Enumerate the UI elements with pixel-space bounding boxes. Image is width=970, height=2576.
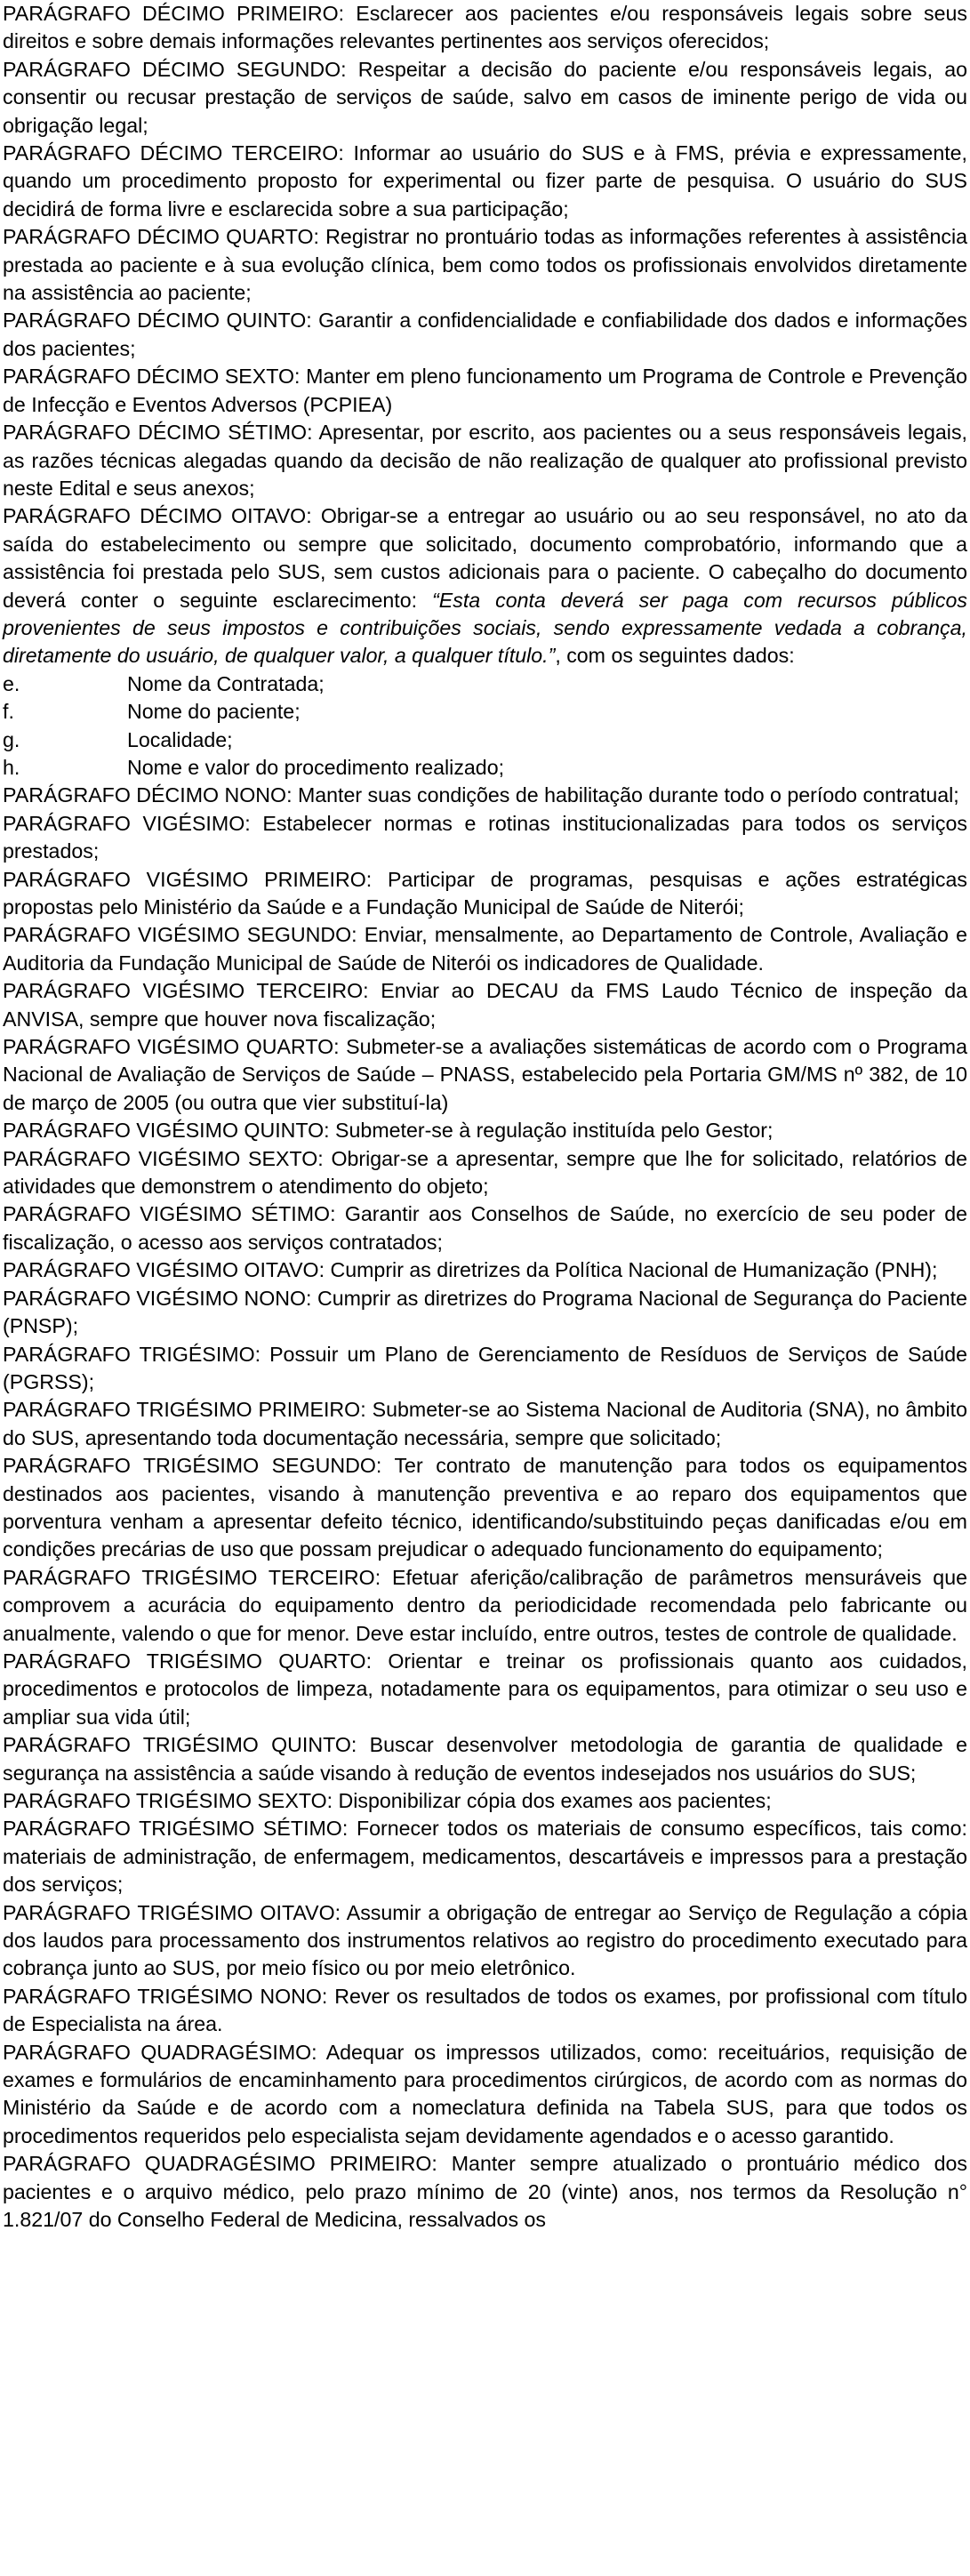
paragraph-11: PARÁGRAFO DÉCIMO PRIMEIRO: Esclarecer aos pacientes e/ou responsáveis legais sobre seus direitos e sobre demais informações relevantes pertinentes aos serviços oferecidos; <box>3 2 967 53</box>
paragraph-31: PARÁGRAFO TRIGÉSIMO PRIMEIRO: Submeter-se ao Sistema Nacional de Auditoria (SNA), no âmbito do SUS, apresentando toda documentação necessária, sempre que solicitado; <box>3 1398 967 1449</box>
paragraph-30: PARÁGRAFO TRIGÉSIMO: Possuir um Plano de Gerenciamento de Resíduos de Serviços de Saúde (PGRSS); <box>3 1342 967 1393</box>
list-text: Nome da Contratada; <box>127 671 325 695</box>
paragraph-14: PARÁGRAFO DÉCIMO QUARTO: Registrar no prontuário todas as informações referentes à assistência prestada ao paciente e à sua evolução clínica, bem como todos os profissionais envolvidos diretamente na assistência ao paciente; <box>3 225 967 305</box>
paragraph-41: PARÁGRAFO QUADRAGÉSIMO PRIMEIRO: Manter sempre atualizado o prontuário médico dos pacientes e o arquivo médico, pelo prazo mínimo de 20 (vinte) anos, nos termos da Resolução n° 1.821/07 do Conselho Federal de Medicina, ressalvados os <box>3 2152 967 2232</box>
paragraph-26: PARÁGRAFO VIGÉSIMO SEXTO: Obrigar-se a apresentar, sempre que lhe for solicitado, relatórios de atividades que demonstrem o atendimento do objeto; <box>3 1146 967 1199</box>
paragraph-18 <box>3 502 967 670</box>
paragraph-29: PARÁGRAFO VIGÉSIMO NONO: Cumprir as diretrizes do Programa Nacional de Segurança do Paciente (PNSP); <box>3 1286 967 1338</box>
paragraph-40: PARÁGRAFO QUADRAGÉSIMO: Adequar os impressos utilizados, como: receituários, requisição de exames e formulários de encaminhamento para procedimentos cirúrgicos, de acordo com as normas do Ministério da Saúde e de acordo com a nomeclatura definida na Tabela SUS, para que todos os procedimentos requeridos pelo especialista sejam devidamente agendados e o acesso garantido. <box>3 2040 967 2147</box>
list-letter: g. <box>3 727 20 751</box>
paragraph-16: PARÁGRAFO DÉCIMO SEXTO: Manter em pleno funcionamento um Programa de Controle e Prevenção de Infecção e Eventos Adversos (PCPIEA) <box>3 365 967 416</box>
paragraph-33: PARÁGRAFO TRIGÉSIMO TERCEIRO: Efetuar aferição/calibração de parâmetros mensuráveis que comprovem a acurácia do equipamento dentro da periodicidade recomendada pelo fabricante ou anualmente, valendo o que for menor. Deve estar incluído, entre outros, testes de controle de qualidade. <box>3 1565 967 1645</box>
paragraph-36: PARÁGRAFO TRIGÉSIMO SEXTO: Disponibilizar cópia dos exames aos pacientes; <box>3 1789 772 1812</box>
paragraph-27: PARÁGRAFO VIGÉSIMO SÉTIMO: Garantir aos Conselhos de Saúde, no exercício de seu poder de fiscalização, o acesso aos serviços contratados; <box>3 1202 967 1254</box>
paragraph-18-text: PARÁGRAFO DÉCIMO OITAVO: Obrigar-se a entregar ao usuário ou ao seu responsável, no ato da saída do estabelecimento ou sempre que solicitado, documento comprobatório, informando que a assistência foi prestada pelo SUS, sem custos adicionais para o paciente. O cabeçalho do documento deverá conter o seguinte esclarecimento: <box>3 504 967 612</box>
list-item <box>3 698 967 726</box>
paragraph-25: PARÁGRAFO VIGÉSIMO QUINTO: Submeter-se à regulação instituída pelo Gestor; <box>3 1119 774 1143</box>
list-item <box>3 670 967 698</box>
list-letter: f. <box>3 700 14 724</box>
list-text: Nome do paciente; <box>127 700 301 724</box>
paragraph-21: PARÁGRAFO VIGÉSIMO PRIMEIRO: Participar de programas, pesquisas e ações estratégicas propostas pelo Ministério da Saúde e a Fundação Municipal de Saúde de Niterói; <box>3 867 967 919</box>
list-text: Nome e valor do procedimento realizado; <box>127 755 505 779</box>
paragraph-22: PARÁGRAFO VIGÉSIMO SEGUNDO: Enviar, mensalmente, ao Departamento de Controle, Avaliação e Auditoria da Fundação Municipal de Saúde de Niterói os indicadores de Qualidade. <box>3 923 967 975</box>
paragraph-15: PARÁGRAFO DÉCIMO QUINTO: Garantir a confidencialidade e confiabilidade dos dados e informações dos pacientes; <box>3 309 967 360</box>
list-item <box>3 754 967 782</box>
paragraph-17: PARÁGRAFO DÉCIMO SÉTIMO: Apresentar, por escrito, aos pacientes ou a seus responsáveis legais, as razões técnicas alegadas quando da decisão de não realização de qualquer ato profissional previsto neste Edital e seus anexos; <box>3 421 967 500</box>
paragraph-18-tail: , com os seguintes dados: <box>555 644 795 668</box>
list-text: Localidade; <box>127 727 233 751</box>
paragraph-23: PARÁGRAFO VIGÉSIMO TERCEIRO: Enviar ao DECAU da FMS Laudo Técnico de inspeção da ANVISA, sempre que houver nova fiscalização; <box>3 979 967 1031</box>
paragraph-24: PARÁGRAFO VIGÉSIMO QUARTO: Submeter-se a avaliações sistemáticas de acordo com o Programa Nacional de Avaliação de Serviços de Saúde – PNASS, estabelecido pela Portaria GM/MS nº 382, de 10 de março de 2005 (ou outra que vier substituí-la) <box>3 1035 967 1114</box>
paragraph-34: PARÁGRAFO TRIGÉSIMO QUARTO: Orientar e treinar os profissionais quanto aos cuidados, procedimentos e protocolos de limpeza, notadamente para os equipamentos, para otimizar o seu uso e ampliar sua vida útil; <box>3 1649 967 1729</box>
paragraph-38: PARÁGRAFO TRIGÉSIMO OITAVO: Assumir a obrigação de entregar ao Serviço de Regulação a cópia dos laudos para processamento dos instrumentos relativos ao registro do procedimento executado para cobrança junto ao SUS, por meio físico ou por meio eletrônico. <box>3 1900 967 1980</box>
paragraph-13: PARÁGRAFO DÉCIMO TERCEIRO: Informar ao usuário do SUS e à FMS, prévia e expressamente, quando um procedimento proposto for experimental ou fizer parte de pesquisa. O usuário do SUS decidirá de forma livre e esclarecida sobre a sua participação; <box>3 141 967 221</box>
list-letter: h. <box>3 755 20 779</box>
paragraph-12: PARÁGRAFO DÉCIMO SEGUNDO: Respeitar a decisão do paciente e/ou responsáveis legais, ao consentir ou recusar prestação de serviços de saúde, salvo em casos de iminente perigo de vida ou obrigação legal; <box>3 57 967 137</box>
paragraph-20: PARÁGRAFO VIGÉSIMO: Estabelecer normas e rotinas institucionalizadas para todos os serviços prestados; <box>3 811 967 863</box>
list-item <box>3 726 967 754</box>
paragraph-18-quote: “Esta conta deverá ser paga com recursos públicos provenientes de seus impostos e contribuições sociais, sendo expressamente vedada a cobrança, diretamente do usuário, de qualquer valor, a qualquer título.” <box>3 588 967 668</box>
paragraph-28: PARÁGRAFO VIGÉSIMO OITAVO: Cumprir as diretrizes da Política Nacional de Humanização (PNH); <box>3 1258 938 1282</box>
paragraph-35: PARÁGRAFO TRIGÉSIMO QUINTO: Buscar desenvolver metodologia de garantia de qualidade e segurança na assistência a saúde visando à redução de eventos indesejados nos usuários do SUS; <box>3 1733 967 1785</box>
paragraph-39: PARÁGRAFO TRIGÉSIMO NONO: Rever os resultados de todos os exames, por profissional com título de Especialista na área. <box>3 1984 967 2036</box>
paragraph-32: PARÁGRAFO TRIGÉSIMO SEGUNDO: Ter contrato de manutenção para todos os equipamentos destinados aos pacientes, visando à manutenção preventiva e ao reparo dos equipamentos que porventura venham a apresentar defeito técnico, identificando/substituindo peças danificadas e/ou em condições precárias de uso que possam prejudicar o adequado funcionamento do equipamento; <box>3 1454 967 1561</box>
list-letter: e. <box>3 671 20 695</box>
paragraph-19: PARÁGRAFO DÉCIMO NONO: Manter suas condições de habilitação durante todo o período contratual; <box>3 783 959 807</box>
paragraph-37: PARÁGRAFO TRIGÉSIMO SÉTIMO: Fornecer todos os materiais de consumo específicos, tais como: materiais de administração, de enfermagem, medicamentos, descartáveis e impressos para a prestação dos serviços; <box>3 1817 967 1897</box>
